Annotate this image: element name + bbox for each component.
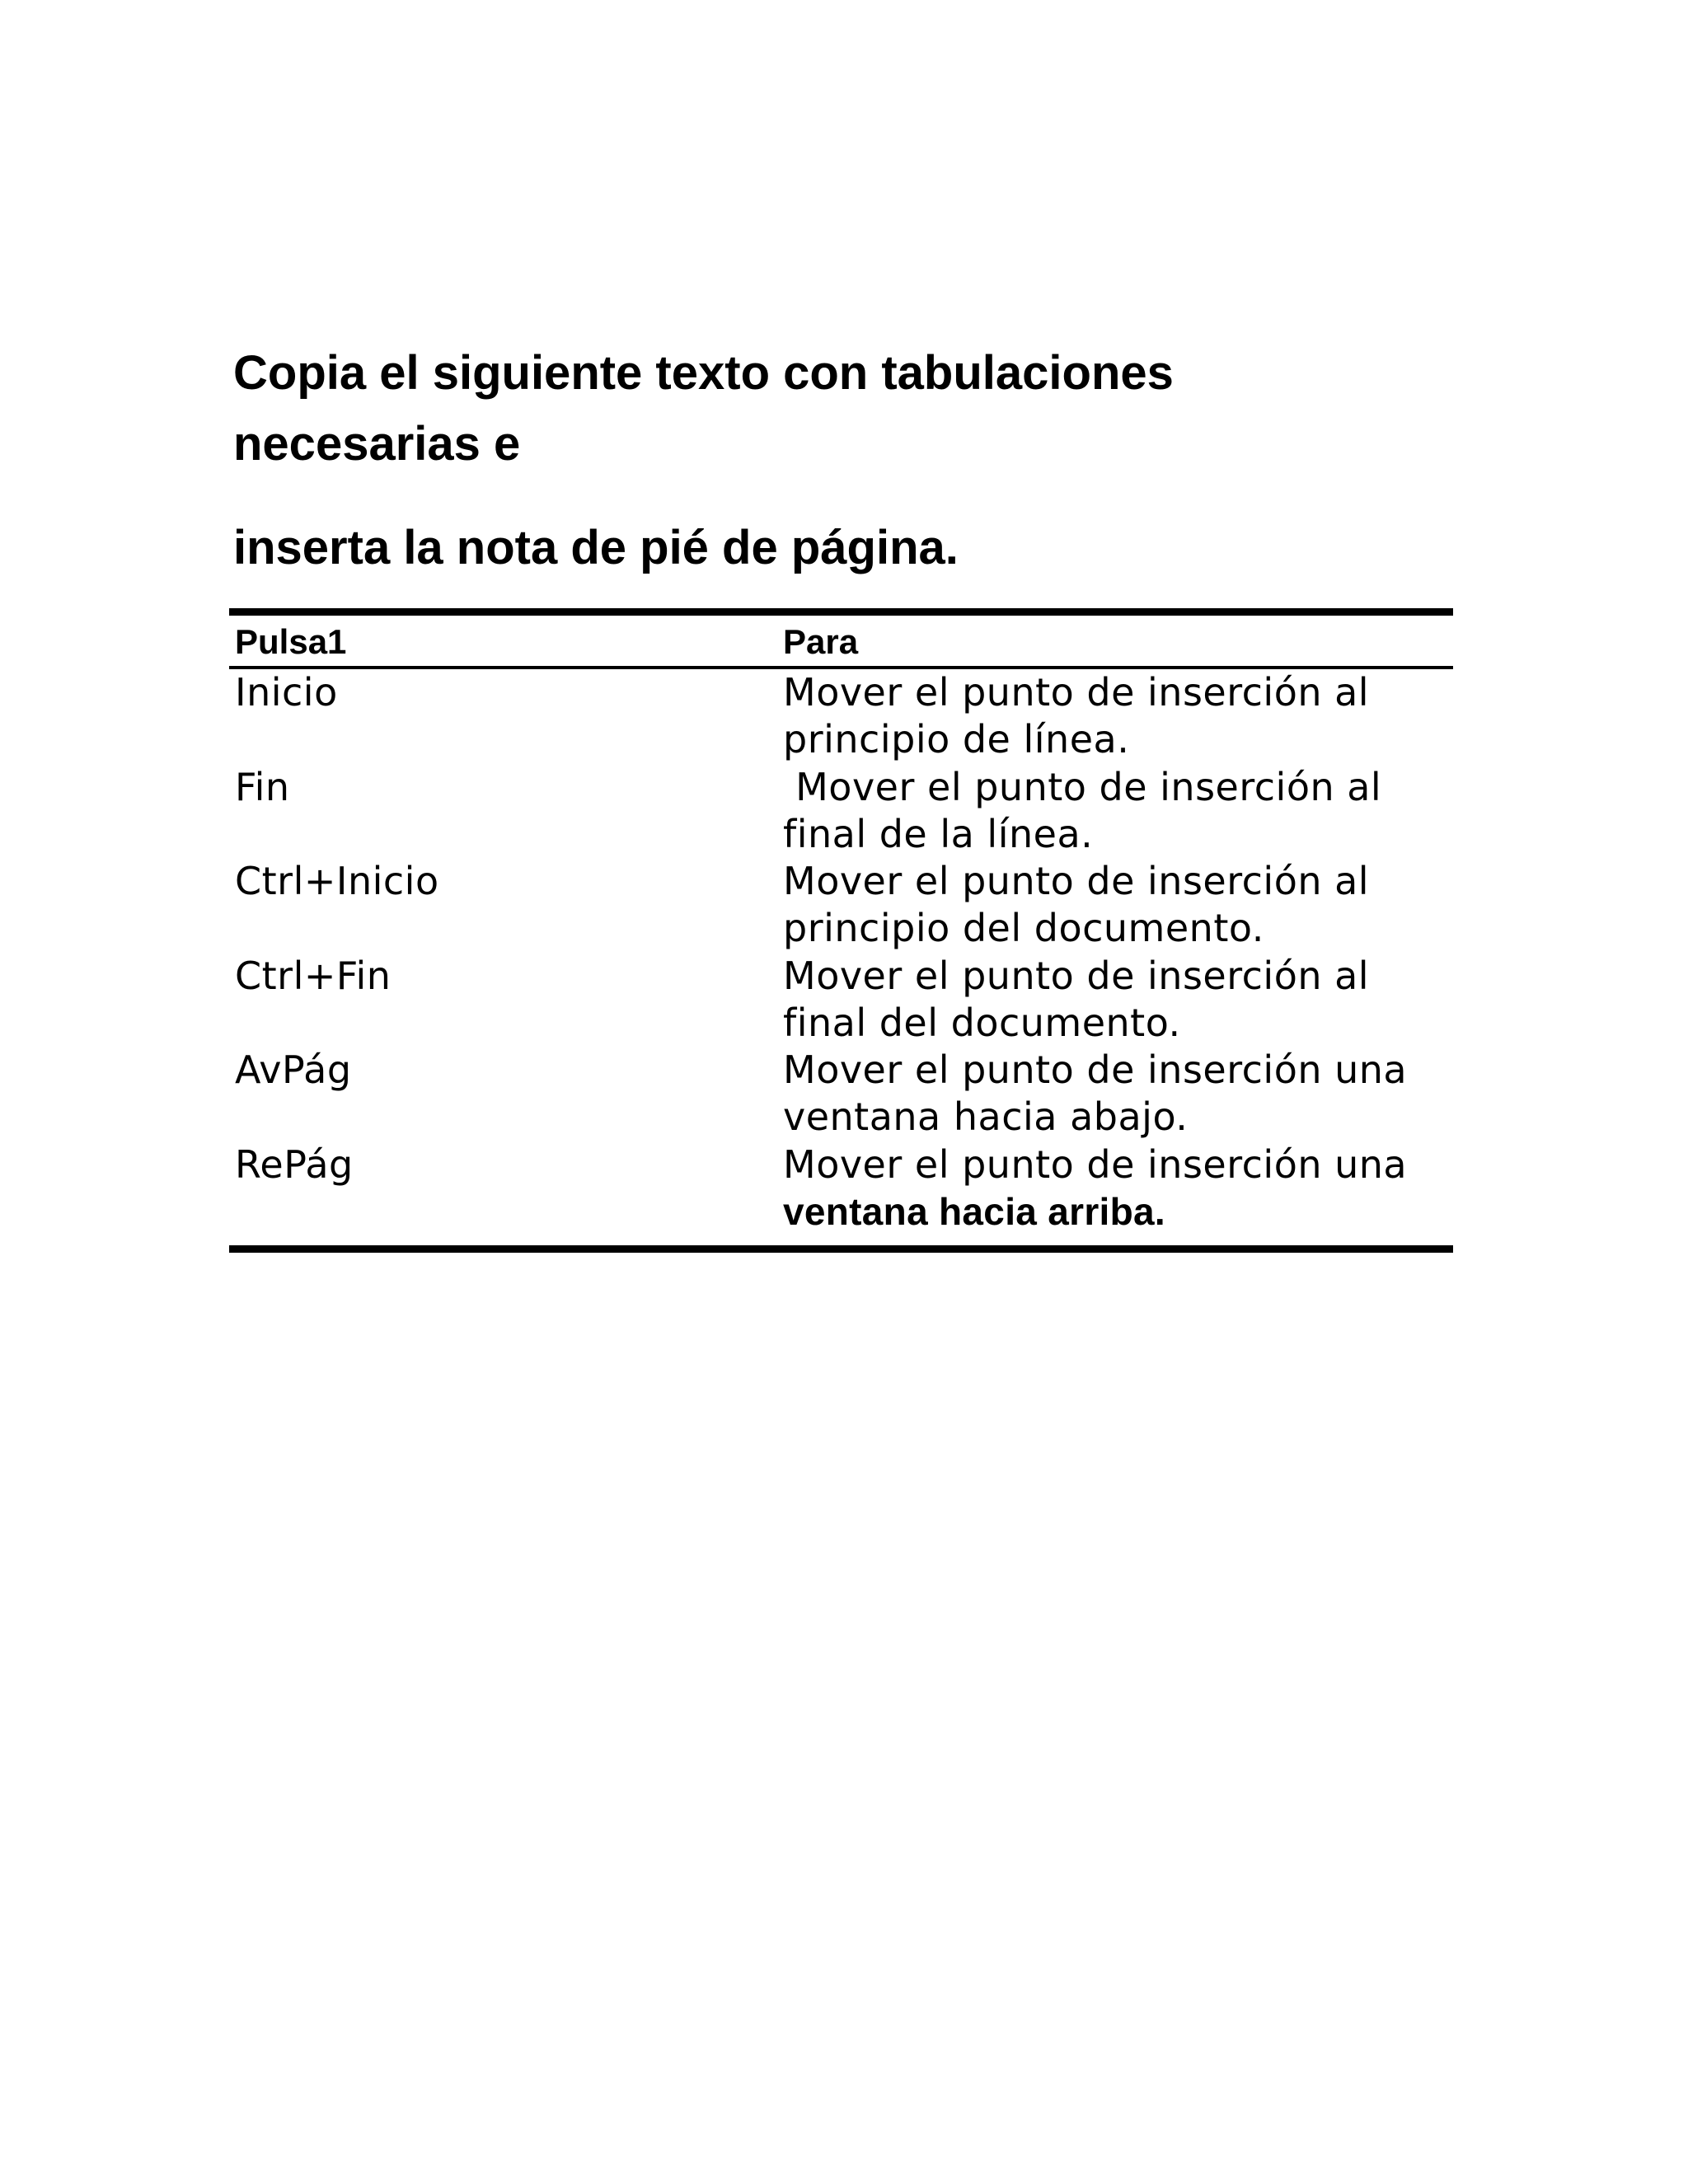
- table-row: [0, 1141, 1688, 1236]
- row-action: [783, 1047, 1451, 1141]
- row-action-line: Mover el punto de inserción al: [783, 859, 1370, 903]
- row-action-line: principio de línea.: [783, 717, 1130, 762]
- table-row: [0, 1047, 1688, 1141]
- header-para: Para: [783, 622, 859, 661]
- heading-block-1: [233, 338, 1470, 480]
- row-key: Ctrl+Inicio: [235, 859, 439, 903]
- table-row: [0, 764, 1688, 859]
- row-action-line-bold: ventana hacia arriba.: [783, 1189, 1165, 1233]
- header-pulsa: Pulsa1: [235, 622, 347, 661]
- table-row: [0, 669, 1688, 764]
- row-action-line: Mover el punto de inserción al: [783, 764, 1382, 809]
- heading-line-3: inserta la nota de pié de página.: [233, 521, 959, 574]
- table-header-row: [0, 616, 1688, 666]
- row-action-line: Mover el punto de inserción una: [783, 1047, 1408, 1092]
- table-row: [0, 953, 1688, 1047]
- row-key: RePág: [235, 1141, 354, 1187]
- row-action-line: principio del documento.: [783, 906, 1264, 950]
- row-action: [783, 764, 1451, 858]
- row-action: [783, 669, 1451, 763]
- row-action-line: Mover el punto de inserción una: [783, 1141, 1408, 1187]
- row-key: Ctrl+Fin: [235, 953, 392, 998]
- row-key: Fin: [235, 764, 290, 809]
- heading-line-1: Copia el siguiente texto con tabulaciones: [233, 346, 1174, 400]
- table-top-rule: [229, 608, 1453, 616]
- table-bottom-rule: [229, 1245, 1453, 1253]
- row-action: [783, 953, 1451, 1047]
- row-action-line: Mover el punto de inserción al: [783, 953, 1370, 998]
- row-key: Inicio: [235, 670, 338, 715]
- row-action-line: final de la línea.: [783, 811, 1094, 856]
- heading-line-2: necesarias e: [233, 417, 521, 471]
- table-row: [0, 858, 1688, 953]
- row-action-line: ventana hacia abajo.: [783, 1094, 1189, 1139]
- row-key: AvPág: [235, 1047, 352, 1092]
- row-action-line: final del documento.: [783, 1000, 1181, 1045]
- shortcut-table: [0, 669, 1688, 1235]
- row-action-line: Mover el punto de inserción al: [783, 670, 1370, 715]
- row-action: [783, 858, 1451, 952]
- row-action: [783, 1141, 1451, 1235]
